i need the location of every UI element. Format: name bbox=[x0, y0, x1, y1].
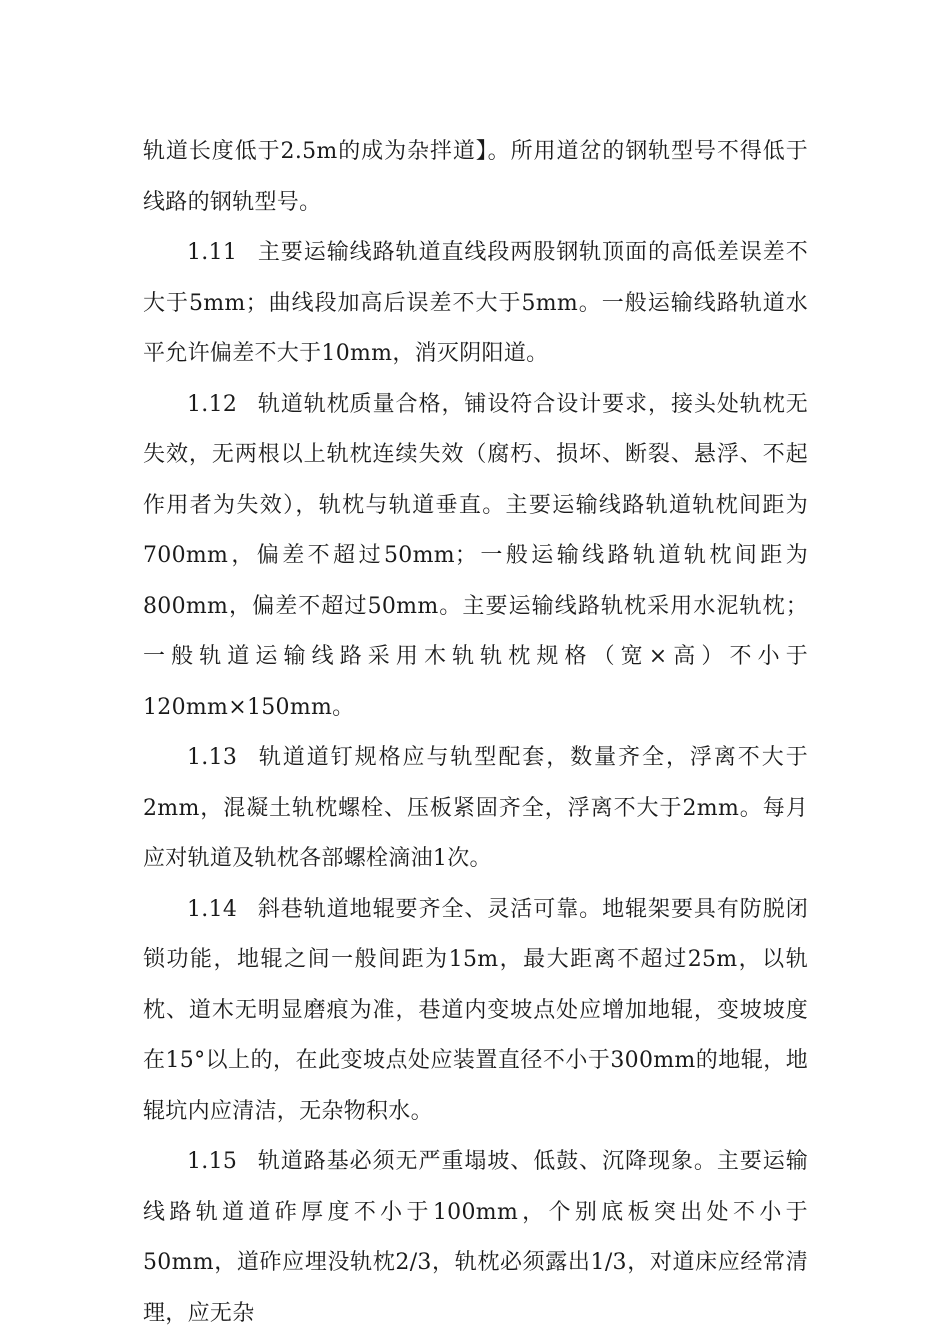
paragraph-1-11 bbox=[143, 228, 808, 380]
section-number: 1.13 bbox=[187, 745, 238, 770]
document-body bbox=[143, 127, 808, 1339]
paragraph-text: 主要运输线路轨道直线段两股钢轨顶面的高低差误差不大于5mm；曲线段加高后误差不大于5mm。一般运输线路轨道水平允许偏差不大于10mm，消灭阴阳道。 bbox=[143, 240, 808, 366]
paragraph-1-14 bbox=[143, 885, 808, 1138]
paragraph-text: 轨道长度低于2.5m的成为杂拌道】。所用道岔的钢轨型号不得低于线路的钢轨型号。 bbox=[143, 139, 808, 215]
paragraph-1-15 bbox=[143, 1137, 808, 1339]
paragraph-continuation bbox=[143, 127, 808, 228]
section-number: 1.12 bbox=[187, 391, 238, 417]
paragraph-1-13 bbox=[143, 733, 808, 885]
paragraph-text: 轨道轨枕质量合格，铺设符合设计要求，接头处轨枕无失效，无两根以上轨枕连续失效（腐朽、损坏、断裂、悬浮、不起作用者为失效），轨枕与轨道垂直。主要运输线路轨道轨枕间距为700mm，偏差不超过50mm；一般运输线路轨道轨枕间距为800mm，偏差不超过50mm。主要运输线路轨枕采用水泥轨枕；一般轨道运输线路采用木轨轨枕规格（宽×高）不小于120mm×150mm。 bbox=[143, 391, 808, 720]
paragraph-text: 轨道道钉规格应与轨型配套，数量齐全，浮离不大于2mm，混凝土轨枕螺栓、压板紧固齐全，浮离不大于2mm。每月应对轨道及轨枕各部螺栓滴油1次。 bbox=[143, 745, 808, 871]
section-number: 1.11 bbox=[187, 240, 238, 265]
paragraph-text: 斜巷轨道地辊要齐全、灵活可靠。地辊架要具有防脱闭锁功能，地辊之间一般间距为15m，最大距离不超过25m，以轨枕、道木无明显磨痕为准，巷道内变坡点处应增加地辊，变坡坡度在15°以上的，在此变坡点处应装置直径不小于300mm的地辊，地辊坑内应清洁，无杂物积水。 bbox=[143, 896, 808, 1124]
section-number: 1.15 bbox=[187, 1149, 238, 1174]
paragraph-text: 轨道路基必须无严重塌坡、低鼓、沉降现象。主要运输线路轨道道砟厚度不小于100mm，个别底板突出处不小于50mm，道砟应埋没轨枕2/3，轨枕必须露出1/3，对道床应经常清理，应无杂 bbox=[143, 1149, 808, 1326]
section-number: 1.14 bbox=[187, 896, 238, 922]
paragraph-1-12 bbox=[143, 380, 808, 734]
